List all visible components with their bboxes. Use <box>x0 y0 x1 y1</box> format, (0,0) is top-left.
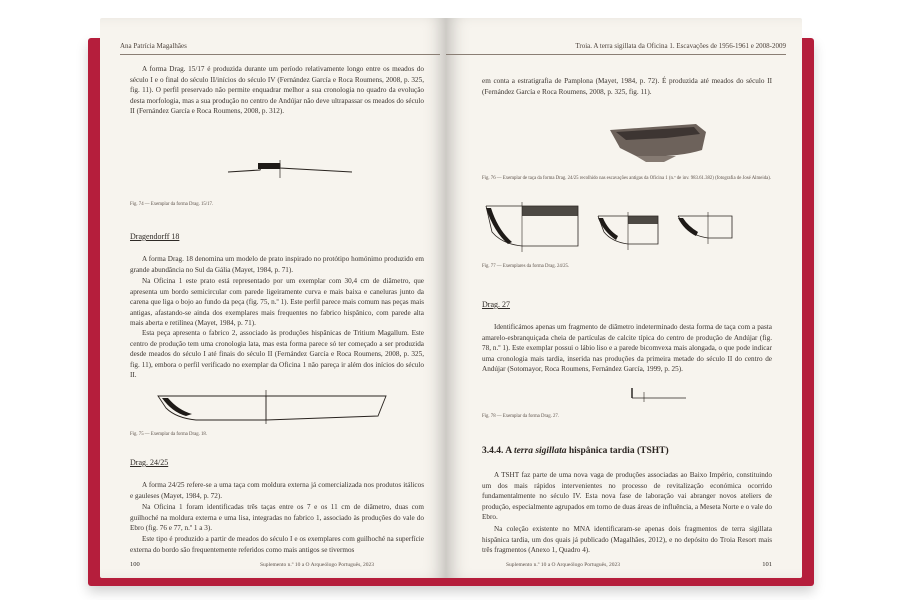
tsht-paragraph-1: A TSHT faz parte de uma nova vaga de produções associadas ao Baixo Império, constituindo um dos mais rápidos intervenientes no processo de revitalização económica ocorrido fundamentalmente no século IV. Esta nova fase de laboração vai abranger novos ateliers de produção, especialmente agrupados em torno de duas áreas de influência, a Meseta Norte e o vale do Ebro. <box>482 471 772 521</box>
tsht-paragraph-2: Na coleção existente no MNA identificaram-se apenas dois fragmentos de terra sigillata hispânica tardia, um dos quais já publicado (Magalhães, 2012), e no depósito do Troia Resort mais três fragmentos (Anexo 1, Quadro 4). <box>482 525 772 554</box>
drag2425-paragraph-1: A forma 24/25 refere-se a uma taça com moldura externa já comercializada nos produtos itálicos e gauleses (Mayet, 1984, p. 72). <box>130 481 424 500</box>
top-paragraph: em conta a estratigrafia de Pamplona (Mayet, 1984, p. 72). É produzida até meados do século II (Fernández García e Roca Roumens, 2008, p. 325, fig. 11). <box>482 77 772 96</box>
section-italic: terra sigillata <box>513 446 567 456</box>
page-number-right: 101 <box>762 561 772 568</box>
header-rule-left <box>120 54 440 55</box>
heading-drag2425: Drag. 24/25 <box>130 458 169 467</box>
drag18-paragraph-2: Na Oficina 1 este prato está representado por um exemplar com 30,4 cm de diâmetro, que apresenta um bordo semicircular com parede ligeiramente curva e mais baixa e caneluras junto da carena que liga o bojo ao fundo da peça (fig. 75, n.º 1). Este perfil parece mais comum nas peças mais antigas, afastando-se ainda dos exemplares mais frequentes no fabrico hispânico, com parede alta mais aberta e retilínea (Mayet, 1984, p. 71). <box>130 277 424 327</box>
drag2425-paragraph-2: Na Oficina 1 foram identificadas três taças entre os 7 e os 11 cm de diâmetro, duas com guilhoché na moldura externa e uma lisa, integradas no fabrico 1, associado às produções do vale do Ebro (fig. 76 e 77, n.º 1 a 3). <box>130 503 424 532</box>
fig76-caption: Fig. 76 — Exemplar de taça da forma Drag. 24/25 recolhido nas escavações antigas da Oficina 1 (n.º de inv. 983.61.382) (fotografia de José Almeida). <box>482 176 772 181</box>
fig78-drawing <box>626 384 706 406</box>
fig77-caption: Fig. 77 — Exemplares da forma Drag. 24/25. <box>482 264 570 269</box>
drag18-paragraph-3: Esta peça apresenta o fabrico 2, associado às produções hispânicas de Tritium Magallum. Este centro de produção tem uma cronologia lata, mas esta forma parece só ter começado a ser produzida desde meados do século I até finais do século II (Fernández García e Roca Roumens, 2008, p. 325, fig. 11), embora o perfil verificado no exemplar da Oficina 1 não pareça ir além dos inícios do século II. <box>130 329 424 379</box>
header-rule-right <box>446 54 786 55</box>
drag27-paragraph: Identificámos apenas um fragmento de diâmetro indeterminado desta forma de taça com a pasta amarelo-esbranquiçada cheia de partículas de calcite típica do centro de produção de Andújar (fig. 78, n.º 1). Este exemplar possui o lábio liso e a parede bicomvexa mais alongada, o que pode indicar uma cronologia mais tardia, inserida nas produções da primeira metade do século II do centro de Andújar (Sotomayor, Roca Roumens, Fernández García, 1999, p. 25). <box>482 323 772 373</box>
right-page <box>446 18 802 578</box>
fig75-drawing <box>156 390 416 426</box>
left-page <box>100 18 446 578</box>
section-number: 3.4.4. A <box>482 446 512 456</box>
footer-right: Suplemento n.º 10 a O Arqueólogo Português, 2023 <box>506 562 620 568</box>
fig77-drawing <box>482 202 782 258</box>
drag2425-paragraph-3: Este tipo é produzido a partir de meados do século I e os exemplares com guilhoché na superfície externa do bordo são frequentemente referidos como mais antigos se tivermos <box>130 535 424 554</box>
intro-paragraph: A forma Drag. 15/17 é produzida durante um período relativamente longo entre os meados do século I e o final do século II/inícios do século IV (Fernández García e Roca Roumens, 2008, p. 325, fig. 11). O perfil preservado não permite enquadrar melhor a sua cronologia no quadro da evolução desta morfologia, mas a sua produção no centro de Andújar não deve ultrapassar os meados do século II (Fernández García e Roca Roumens, 2008, p. 312). <box>130 65 424 115</box>
fig75-caption: Fig. 75 — Exemplar da forma Drag. 18. <box>130 432 207 437</box>
fig74-caption: Fig. 74 — Exemplar da forma Drag. 15/17. <box>130 202 214 207</box>
running-head-right: Troia. A terra sigillata da Oficina 1. Escavações de 1956-1961 e 2008-2009 <box>575 42 786 50</box>
footer-left: Suplemento n.º 10 a O Arqueólogo Português, 2023 <box>260 562 374 568</box>
fig76-photo <box>606 118 716 168</box>
heading-drag18: Dragendorff 18 <box>130 232 180 241</box>
section-rest: hispânica tardia (TSHT) <box>568 446 669 456</box>
fig74-drawing <box>220 154 360 184</box>
drag18-paragraph-1: A forma Drag. 18 denomina um modelo de prato inspirado no protótipo homónimo produzido em grande abundância no Sul da Gália (Mayet, 1984, p. 71). <box>130 255 424 274</box>
running-head-left: Ana Patrícia Magalhães <box>120 42 187 50</box>
page-number-left: 100 <box>130 561 140 568</box>
fig78-caption: Fig. 78 — Exemplar da forma Drag. 27. <box>482 414 559 419</box>
heading-drag27: Drag. 27 <box>482 300 510 309</box>
open-book <box>80 18 822 586</box>
section-heading-tsht <box>482 446 669 456</box>
